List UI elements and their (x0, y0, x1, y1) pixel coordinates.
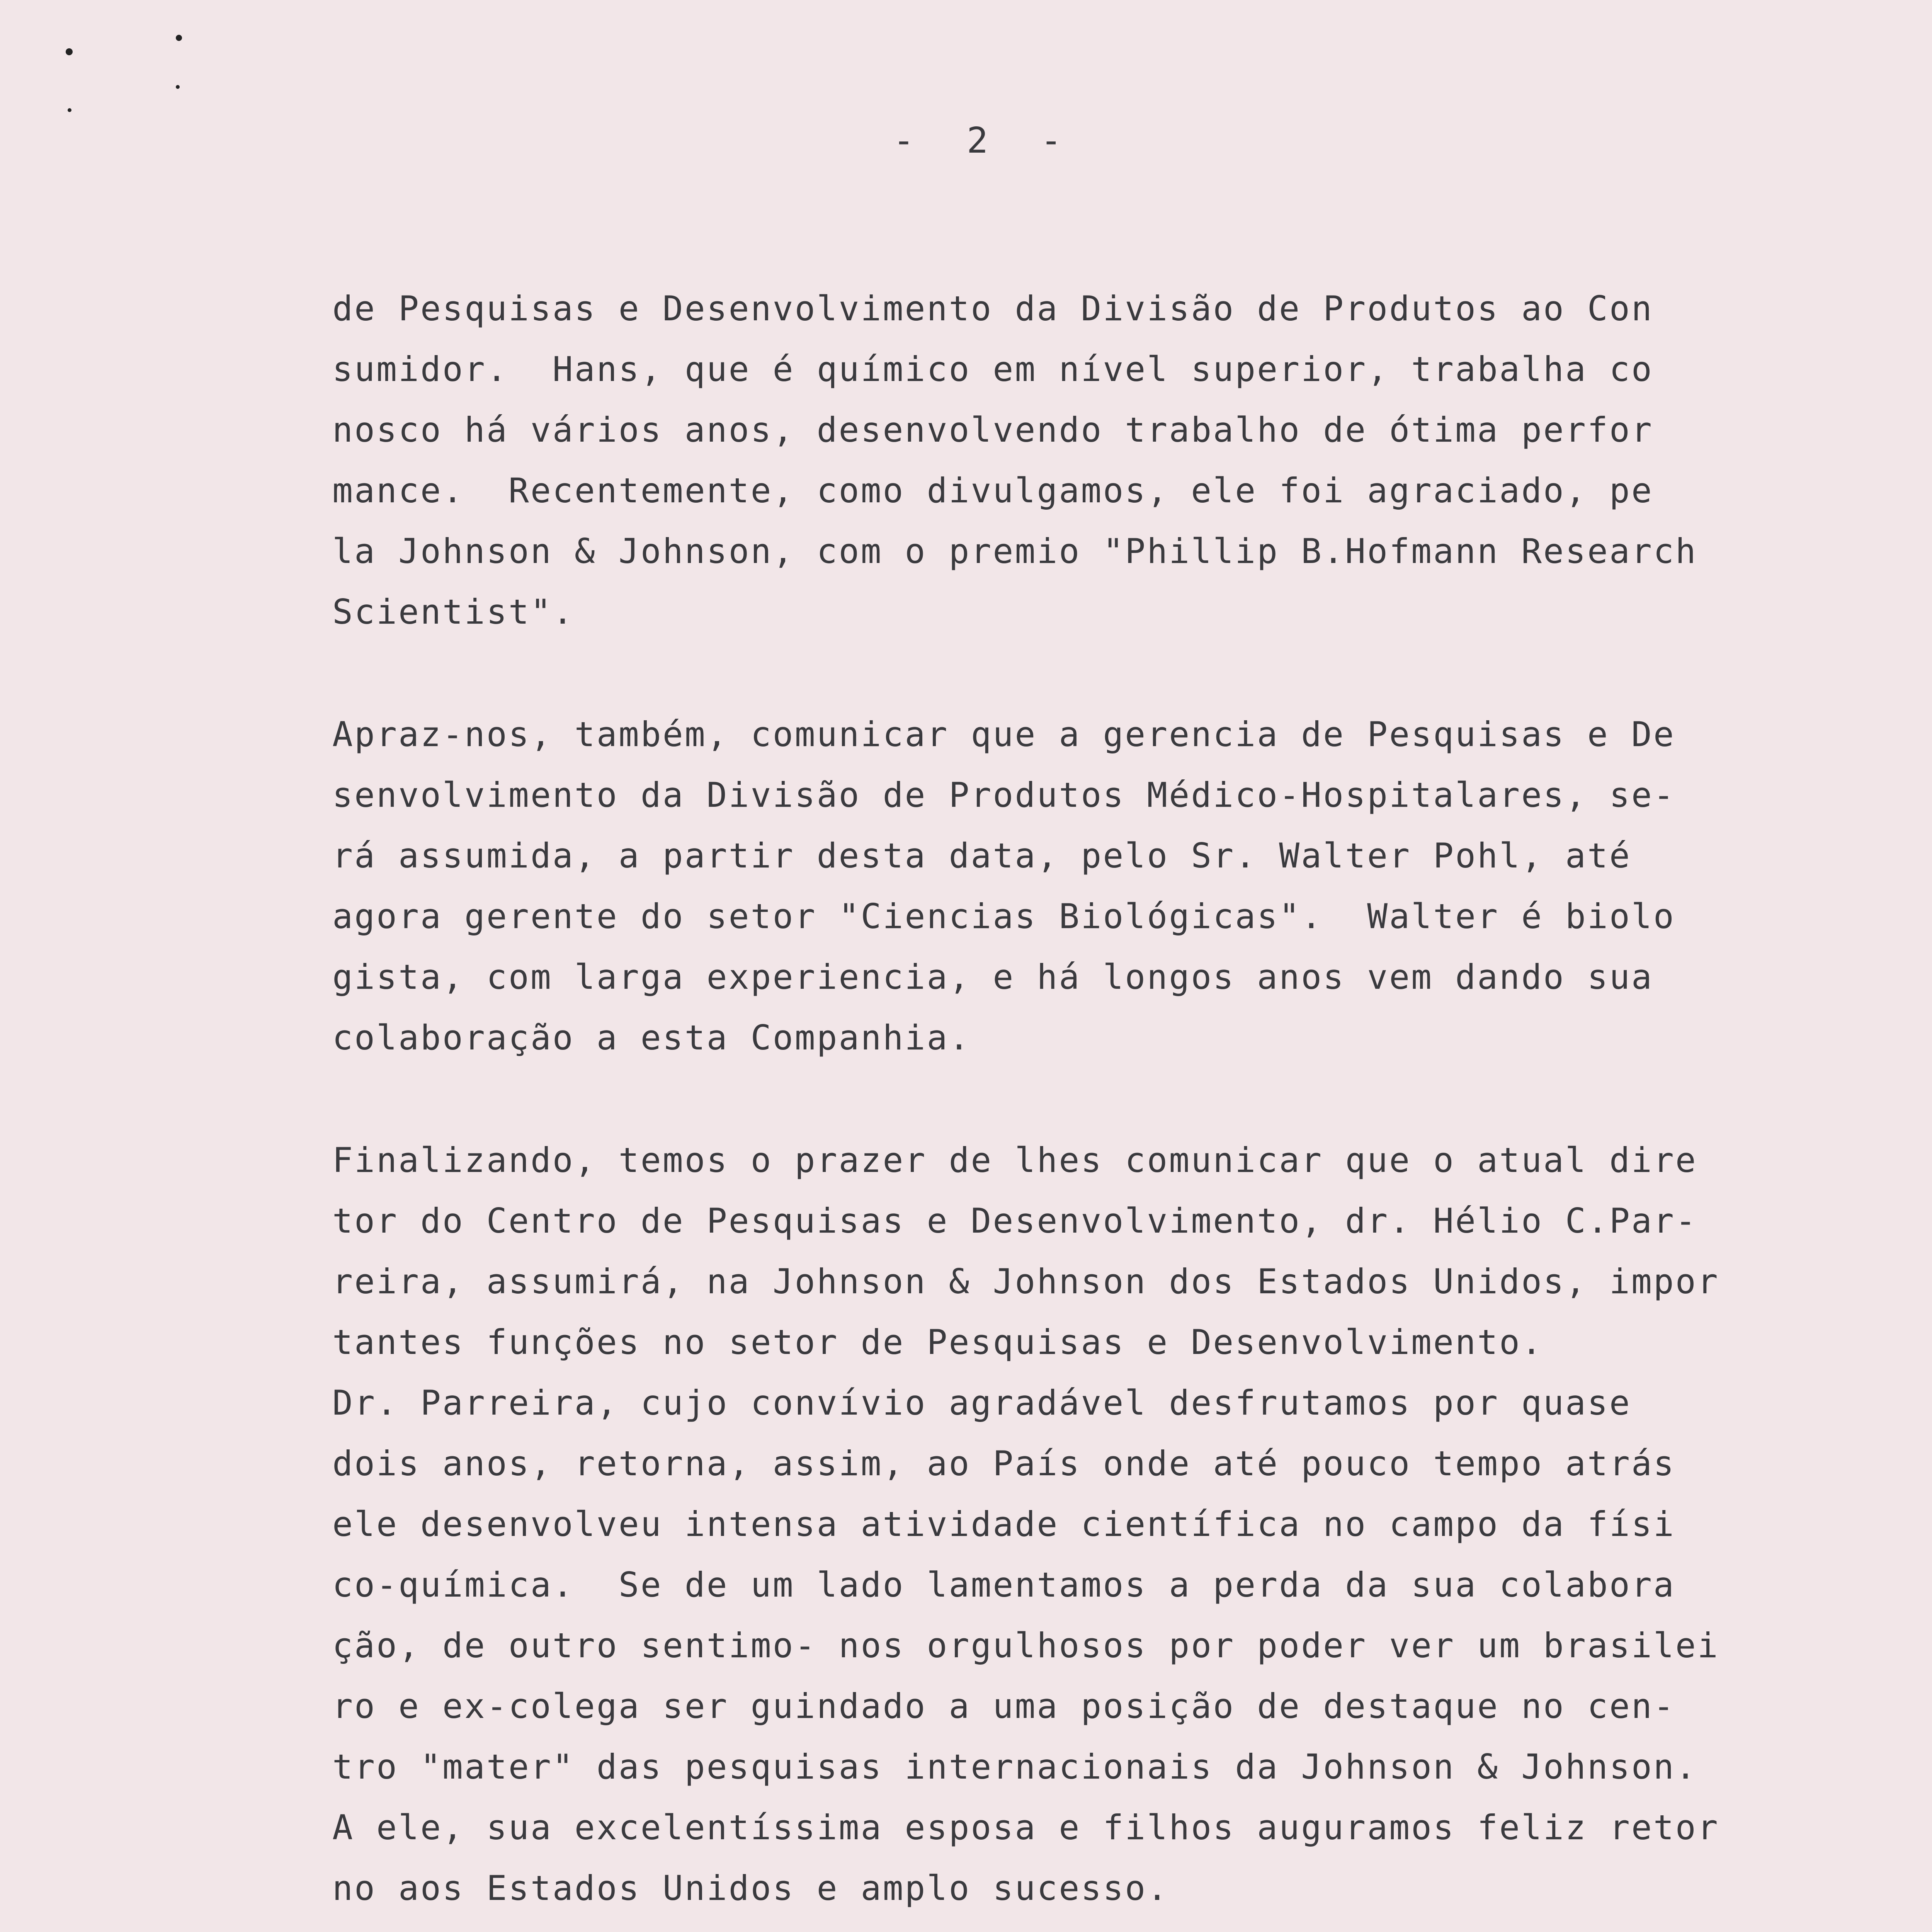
text-line: reira, assumirá, na Johnson & Johnson dos Estados Unidos, impor (332, 1262, 1719, 1301)
text-line: senvolvimento da Divisão de Produtos Médico-Hospitalares, se- (332, 775, 1675, 815)
letter-body (332, 278, 1816, 1932)
text-line: agora gerente do setor "Ciencias Biológicas". Walter é biolo (332, 896, 1675, 936)
text-line: ro e ex-colega ser guindado a uma posição de destaque no cen- (332, 1686, 1675, 1726)
text-line: la Johnson & Johnson, com o premio "Phillip B.Hofmann Research (332, 531, 1697, 571)
text-line: rá assumida, a partir desta data, pelo Sr. Walter Pohl, até (332, 836, 1631, 876)
text-line: Apraz-nos, também, comunicar que a gerencia de Pesquisas e De (332, 714, 1675, 754)
paragraph-walter-pohl (332, 704, 1816, 1068)
text-line: dois anos, retorna, assim, ao País onde até pouco tempo atrás (332, 1444, 1675, 1483)
paragraph-helio-parreira (332, 1130, 1816, 1918)
text-line: nosco há vários anos, desenvolvendo trabalho de ótima perfor (332, 410, 1653, 450)
text-line: sumidor. Hans, que é químico em nível superior, trabalha co (332, 349, 1653, 389)
page-number: - 2 - (893, 120, 1077, 161)
text-line: colaboração a esta Companhia. (332, 1018, 971, 1058)
text-line: no aos Estados Unidos e amplo sucesso. (332, 1868, 1169, 1908)
text-line: de Pesquisas e Desenvolvimento da Divisão de Produtos ao Con (332, 289, 1653, 328)
ink-speck (68, 108, 71, 112)
text-line: co-química. Se de um lado lamentamos a perda da sua colabora (332, 1565, 1675, 1605)
text-line: gista, com larga experiencia, e há longos anos vem dando sua (332, 957, 1653, 997)
text-line: ção, de outro sentimo- nos orgulhosos por poder ver um brasilei (332, 1626, 1719, 1665)
text-line: tro "mater" das pesquisas internacionais da Johnson & Johnson. (332, 1747, 1697, 1787)
text-line: mance. Recentemente, como divulgamos, ele foi agraciado, pe (332, 471, 1653, 510)
text-line: Scientist". (332, 592, 575, 632)
text-line: tor do Centro de Pesquisas e Desenvolvimento, dr. Hélio C.Par- (332, 1201, 1697, 1241)
text-line: tantes funções no setor de Pesquisas e Desenvolvimento. (332, 1322, 1543, 1362)
paragraph-research-division (332, 278, 1816, 642)
text-line: Finalizando, temos o prazer de lhes comunicar que o atual dire (332, 1140, 1697, 1180)
text-line: Dr. Parreira, cujo convívio agradável desfrutamos por quase (332, 1383, 1631, 1423)
text-line: A ele, sua excelentíssima esposa e filhos auguramos feliz retor (332, 1808, 1719, 1847)
ink-speck (176, 35, 182, 41)
ink-speck (176, 85, 180, 89)
text-line: ele desenvolveu intensa atividade científica no campo da físi (332, 1504, 1675, 1544)
ink-speck (66, 48, 73, 55)
